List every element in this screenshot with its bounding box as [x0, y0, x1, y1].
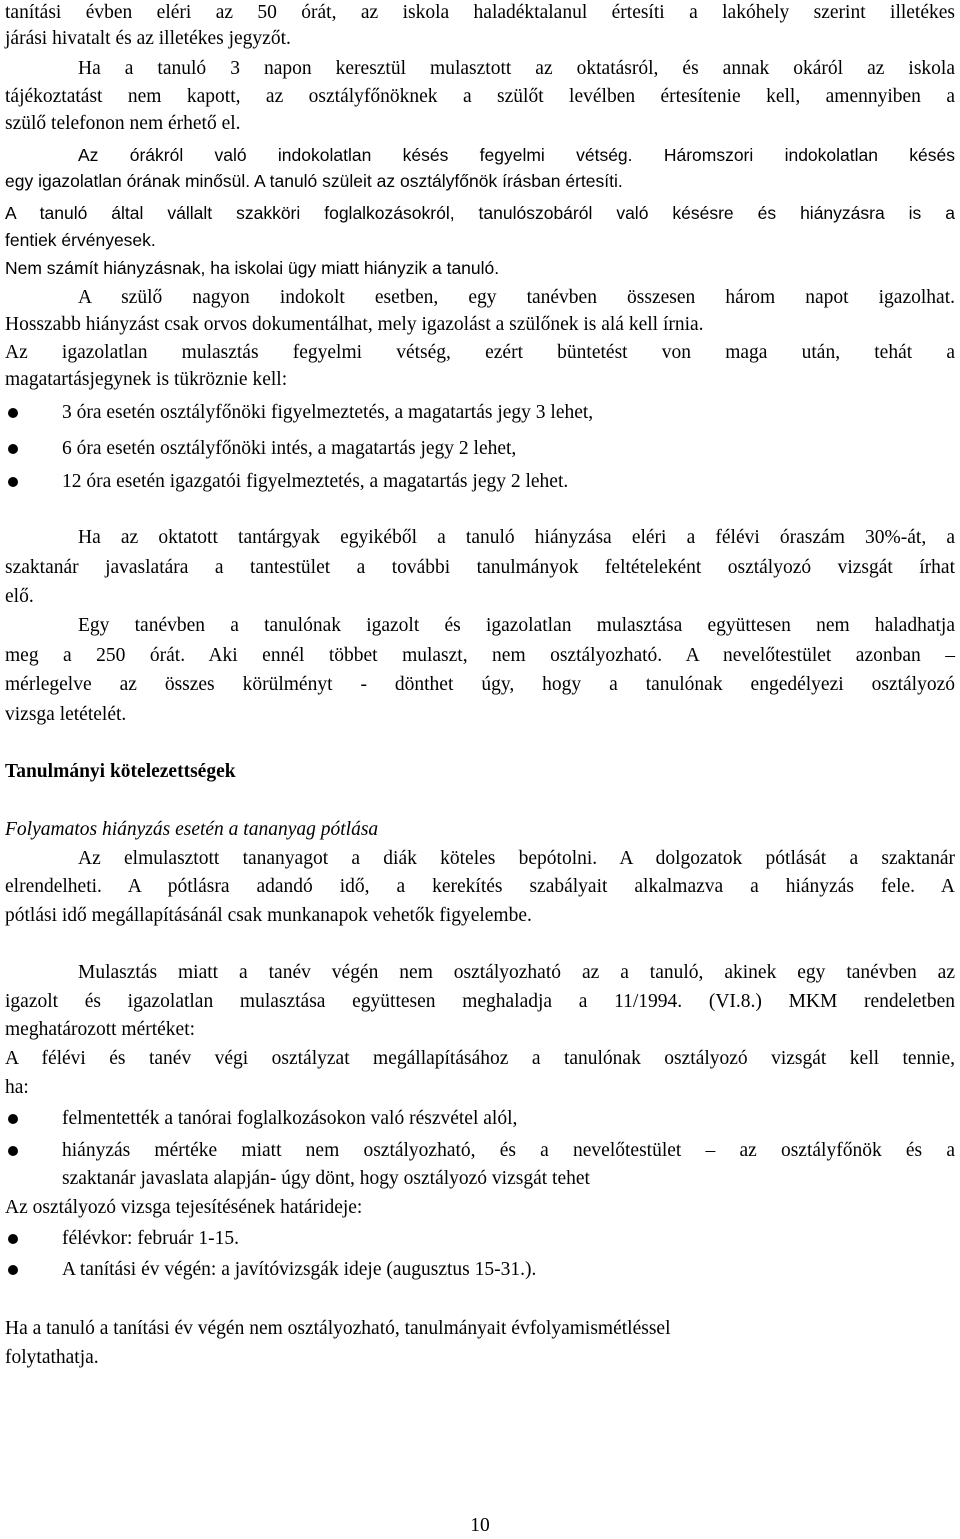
bullet-icon	[8, 1114, 18, 1124]
text-line: Az igazolatlan mulasztás fegyelmi vétség, ezért büntetést von maga után, tehát a	[5, 342, 955, 363]
list-item: félévkor: február 1-15.	[62, 1228, 240, 1249]
text-line: Mulasztás miatt a tanév végén nem osztályozható az a tanuló, akinek egy tanévben az	[78, 962, 955, 983]
text-line: A tanuló által vállalt szakköri foglalkozásokról, tanulószobáról való késésre és hiányzásra is a	[5, 203, 955, 223]
list-item-continuation: szaktanár javaslata alapján- úgy dönt, hogy osztályozó vizsgát tehet	[62, 1168, 590, 1189]
text-line: mérlegelve az összes körülményt - dönthet úgy, hogy a tanulónak engedélyezi osztályozó	[5, 674, 955, 695]
list-item: 12 óra esetén igazgatói figyelmeztetés, a magatartás jegy 2 lehet.	[62, 471, 569, 492]
text-line: igazolt és igazolatlan mulasztása együttesen meghaladja a 11/1994. (VI.8.) MKM rendeletben	[5, 991, 955, 1012]
text-line: szülő telefonon nem érhető el.	[5, 113, 241, 134]
text-line: Ha a tanuló 3 napon keresztül mulasztott az oktatásról, és annak okáról az iskola	[78, 58, 955, 79]
text-line: Az osztályozó vizsga tejesítésének határideje:	[5, 1197, 363, 1218]
text-line: Hosszabb hiányzást csak orvos dokumentálhat, mely igazolást a szülőnek is alá kell írnia.	[5, 314, 704, 335]
text-line: tájékoztatást nem kapott, az osztályfőnöknek a szülőt levélben értesítenie kell, amennyiben a	[5, 86, 955, 107]
list-item: 6 óra esetén osztályfőnöki intés, a magatartás jegy 2 lehet,	[62, 438, 517, 459]
text-line: pótlási idő megállapításánál csak munkanapok vehetők figyelembe.	[5, 905, 532, 926]
bullet-icon	[8, 1234, 18, 1244]
list-item: A tanítási év végén: a javítóvizsgák ideje (augusztus 15-31.).	[62, 1259, 537, 1280]
list-item: felmentették a tanórai foglalkozásokon való részvétel alól,	[62, 1108, 518, 1129]
text-line: Ha az oktatott tantárgyak egyikéből a tanuló hiányzása eléri a félévi óraszám 30%-át, a	[78, 527, 955, 548]
text-line: folytathatja.	[5, 1347, 99, 1368]
section-heading: Tanulmányi kötelezettségek	[5, 761, 236, 782]
text-line: Az órákról való indokolatlan késés fegyelmi vétség. Háromszori indokolatlan késés	[78, 145, 955, 165]
text-line: egy igazolatlan órának minősül. A tanuló szüleit az osztályfőnök írásban értesíti.	[5, 171, 623, 191]
bullet-icon	[8, 408, 18, 418]
bullet-icon	[8, 1146, 18, 1156]
text-line: ha:	[5, 1077, 29, 1098]
list-item: 3 óra esetén osztályfőnöki figyelmeztetés, a magatartás jegy 3 lehet,	[62, 402, 594, 423]
subsection-heading: Folyamatos hiányzás esetén a tananyag pótlása	[5, 819, 379, 840]
text-line: járási hivatalt és az illetékes jegyzőt.	[5, 28, 291, 49]
text-line: fentiek érvényesek.	[5, 230, 156, 250]
text-line: tanítási évben eléri az 50 órát, az iskola haladéktalanul értesíti a lakóhely szerint illetékes	[5, 2, 955, 23]
text-line: Egy tanévben a tanulónak igazolt és igazolatlan mulasztása együttesen nem haladhatja	[78, 615, 955, 636]
text-line: vizsga letételét.	[5, 704, 127, 725]
text-line: Ha a tanuló a tanítási év végén nem osztályozható, tanulmányait évfolyamismétléssel	[5, 1318, 671, 1339]
bullet-icon	[8, 444, 18, 454]
text-line: Az elmulasztott tananyagot a diák köteles bepótolni. A dolgozatok pótlását a szaktanár	[78, 848, 955, 869]
text-line: elrendelheti. A pótlásra adandó idő, a kerekítés szabályait alkalmazva a hiányzás fele. A	[5, 876, 955, 897]
bullet-icon	[8, 477, 18, 487]
text-line: A szülő nagyon indokolt esetben, egy tanévben összesen három napot igazolhat.	[78, 287, 955, 308]
bullet-icon	[8, 1265, 18, 1275]
text-line: A félévi és tanév végi osztályzat megállapításához a tanulónak osztályozó vizsgát kell tennie,	[5, 1048, 955, 1069]
text-line: elő.	[5, 586, 34, 607]
text-line: meg a 250 órát. Aki ennél többet mulaszt, nem osztályozható. A nevelőtestület azonban –	[5, 645, 955, 666]
list-item: hiányzás mértéke miatt nem osztályozható, és a nevelőtestület – az osztályfőnök és a	[62, 1140, 955, 1161]
text-line: meghatározott mértéket:	[5, 1019, 196, 1040]
page-number: 10	[470, 1515, 490, 1536]
text-line: Nem számít hiányzásnak, ha iskolai ügy miatt hiányzik a tanuló.	[5, 258, 500, 278]
text-line: szaktanár javaslatára a tantestület a további tanulmányok feltételeként osztályozó vizsgát írhat	[5, 557, 955, 578]
text-line: magatartásjegynek is tükröznie kell:	[5, 369, 288, 390]
